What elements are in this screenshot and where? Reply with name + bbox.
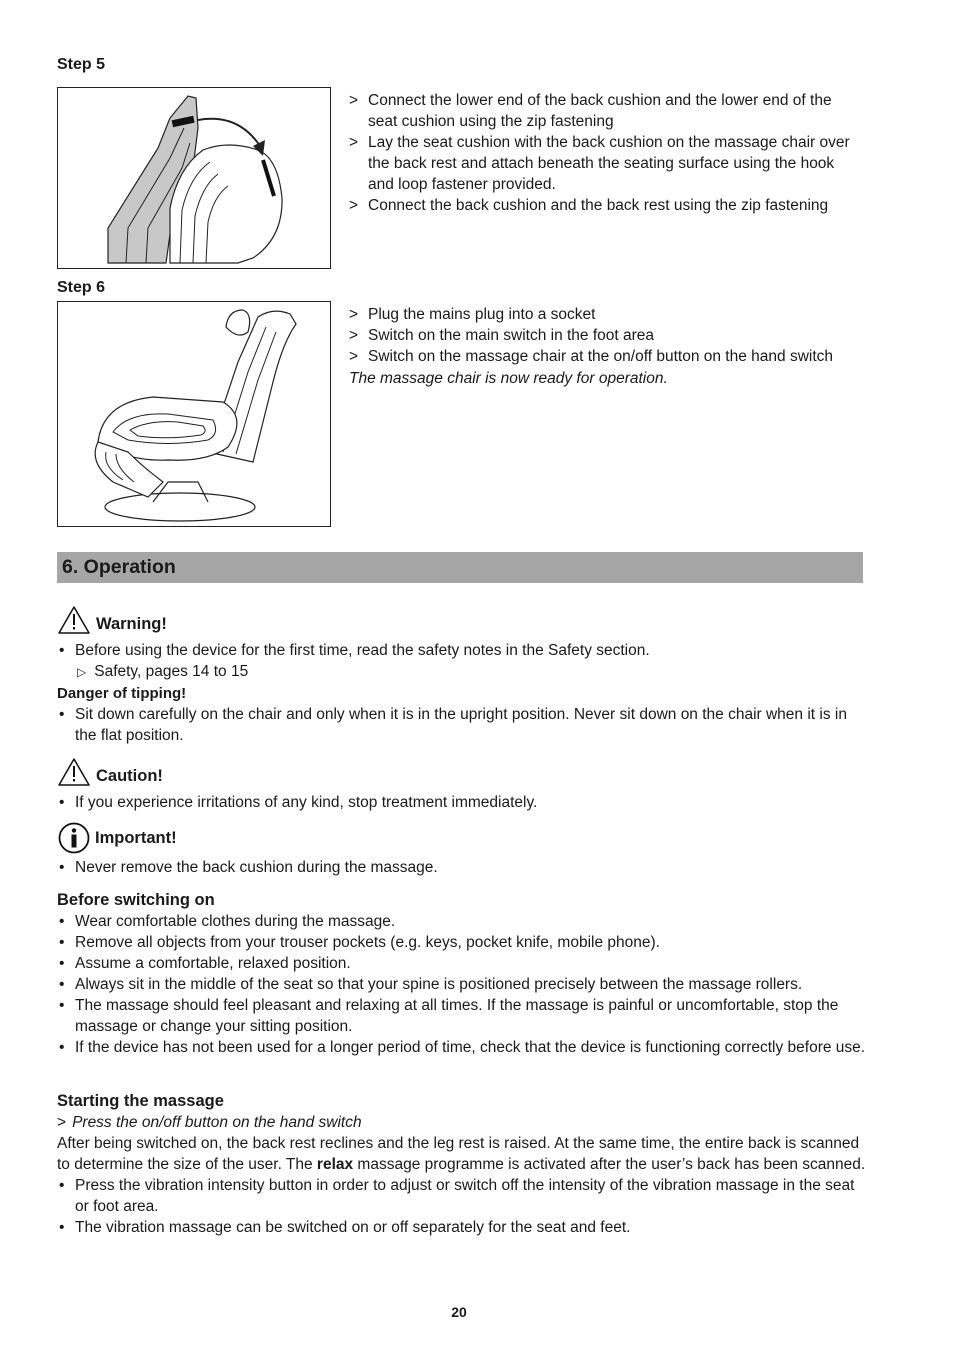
arrow-marker: > — [57, 1114, 67, 1131]
bullet-marker: • — [59, 1177, 65, 1194]
bullet-marker: • — [59, 997, 65, 1014]
arrow-marker: > — [349, 134, 359, 151]
bullet-marker: • — [59, 642, 65, 659]
starting-massage-section — [57, 1091, 867, 1238]
list-item: > Lay the seat cushion with the back cushion on the massage chair over the back rest and attach beneath the seating surface using the hook and loop fastener provided. — [349, 134, 850, 193]
arrow-marker: > — [349, 92, 359, 109]
relax-keyword: relax — [316, 1156, 354, 1173]
step-6-label: Step 6 — [57, 279, 106, 296]
list-item: > Connect the back cushion and the back rest using the zip fastening — [349, 197, 829, 214]
massage-chair-icon — [58, 302, 330, 526]
step-6-illustration — [57, 301, 331, 527]
list-item: • The vibration massage can be switched on or off separately for the seat and feet. — [59, 1219, 631, 1236]
starting-action: > Press the on/off button on the hand switch — [57, 1114, 362, 1131]
list-item: > Connect the lower end of the back cushion and the lower end of the seat cushion using the zip fastening — [349, 92, 832, 130]
warning-block — [57, 605, 867, 746]
list-item: • Sit down carefully on the chair and only when it is in the upright position. Never sit down on the chair when it is in the flat position. — [59, 706, 847, 744]
step-5-instructions — [349, 90, 859, 216]
step-6-instructions — [349, 304, 869, 367]
arrow-marker: > — [349, 327, 359, 344]
caution-heading: Caution! — [96, 767, 163, 785]
list-item: > Switch on the massage chair at the on/off button on the hand switch — [349, 348, 834, 365]
list-item: • The massage should feel pleasant and relaxing at all times. If the massage is painful or uncomfortable, stop the massage or change your sitting position. — [59, 997, 839, 1035]
caution-triangle-icon — [57, 757, 91, 787]
bullet-marker: • — [59, 934, 65, 951]
safety-reference: ▷ Safety, pages 14 to 15 — [77, 663, 249, 680]
list-item: > Plug the mains plug into a socket — [349, 306, 596, 323]
list-item: • Press the vibration intensity button in order to adjust or switch off the intensity of the vibration massage in the seat or foot area. — [59, 1177, 855, 1215]
reference-arrow-icon: ▷ — [77, 665, 87, 679]
arrow-marker: > — [349, 348, 359, 365]
step-6-result: The massage chair is now ready for operation. — [349, 370, 668, 387]
list-item: • If you experience irritations of any kind, stop treatment immediately. — [59, 794, 538, 811]
chair-cushion-zip-icon — [58, 88, 330, 268]
bullet-marker: • — [59, 976, 65, 993]
info-icon — [57, 822, 91, 854]
warning-heading: Warning! — [96, 615, 167, 633]
list-item: • Remove all objects from your trouser pockets (e.g. keys, pocket knife, mobile phone). — [59, 934, 660, 951]
bullet-marker: • — [59, 1219, 65, 1236]
bullet-marker: • — [59, 955, 65, 972]
step-5-illustration — [57, 87, 331, 269]
list-item: • If the device has not been used for a longer period of time, check that the device is functioning correctly before use. — [59, 1039, 866, 1056]
list-item: • Never remove the back cushion during the massage. — [59, 859, 438, 876]
step-5-label: Step 5 — [57, 56, 106, 73]
before-switching-heading: Before switching on — [57, 891, 215, 909]
bullet-marker: • — [59, 706, 65, 723]
arrow-marker: > — [349, 306, 359, 323]
important-heading: Important! — [95, 828, 177, 847]
list-item: > Switch on the main switch in the foot area — [349, 327, 655, 344]
starting-paragraph: After being switched on, the back rest reclines and the leg rest is raised. At the same time, the entire back is scanned to determine the size of the user. The relax massage programme is activated after the user’s back has been scanned. — [57, 1135, 866, 1173]
bullet-marker: • — [59, 913, 65, 930]
section-header — [57, 552, 863, 583]
starting-heading: Starting the massage — [57, 1092, 224, 1110]
list-item: • Wear comfortable clothes during the massage. — [59, 913, 396, 930]
list-item: • Always sit in the middle of the seat so that your spine is positioned precisely between the massage rollers. — [59, 976, 803, 993]
caution-block — [57, 757, 867, 813]
bullet-marker: • — [59, 859, 65, 876]
danger-subheading: Danger of tipping! — [57, 685, 187, 702]
page-number: 20 — [451, 1304, 467, 1320]
section-title: 6. Operation — [62, 556, 176, 578]
before-switching-section — [57, 890, 867, 1058]
important-block — [57, 822, 867, 878]
warning-triangle-icon — [57, 605, 91, 635]
bullet-marker: • — [59, 794, 65, 811]
list-item: • Assume a comfortable, relaxed position. — [59, 955, 351, 972]
list-item: • Before using the device for the first time, read the safety notes in the Safety section. — [59, 642, 650, 659]
arrow-marker: > — [349, 197, 359, 214]
bullet-marker: • — [59, 1039, 65, 1056]
